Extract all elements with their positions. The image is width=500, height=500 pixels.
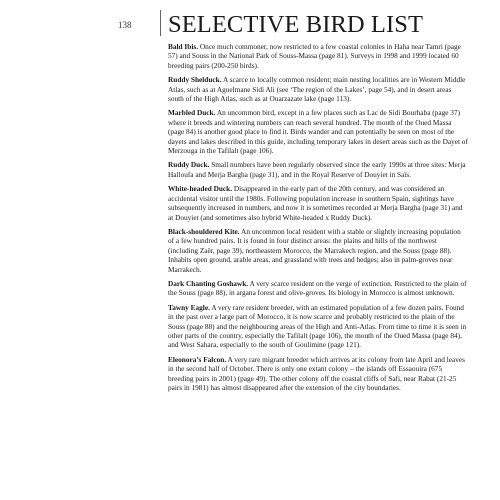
entry-ruddy-duck — [168, 160, 468, 179]
entry-name: Eleonora’s Falcon. — [168, 354, 227, 364]
entry-name: Ruddy Shelduck. — [168, 75, 222, 85]
entry-text: Disappeared in the early part of the 20th century, and was considered an accidental visitor until the 1980s. Following population increase in southern Spain, sightings have subsequently increased in numbers, and now it is sometimes recorded at Merja Bargha (page 31) and at Douyiet (and sometimes also hybrid White-headed x Ruddy Duck). — [168, 184, 463, 222]
entry-text: Small numbers have been regularly observed since the early 1990s at three sites: Merja Halloufa and Merja Bargha (page 31), and in the Royal Reserve of Douyiet in Saïs. — [168, 160, 466, 179]
entry-white-headed-duck — [168, 184, 468, 222]
entry-black-shouldered-kite — [168, 227, 468, 274]
entry-name: Black-shouldered Kite. — [168, 226, 240, 236]
entry-ruddy-shelduck — [168, 75, 468, 103]
entry-text: An uncommon local resident with a stable or slightly increasing population of a few hundred pairs. It is found in four distinct areas: the plains and hills of the northwest (including Zaër, page 39), northeastern Morocco, the Marrakech region, and the Souss (page 88). Inhabits open ground, arable areas, and grassland with trees and hedges; also in palm-groves near Marrakech. — [168, 226, 461, 274]
entry-name: Dark Chanting Goshawk. — [168, 278, 249, 288]
entry-text: An uncommon bird, except in a few places such as Lac de Sidi Bourhaba (page 37) where it breeds and wintering numbers can reach several hundred. The mouth of the Oued Massa (page 84) is another good place to find it. Birds wander and can potentially be seen on most of the dayets and lakes described in this guide, including temporary lakes in desert areas such as the Dayet of Merzouga in the Tafilalt (page 106). — [168, 108, 468, 156]
entry-name: Ruddy Duck. — [168, 160, 210, 170]
entry-tawny-eagle — [168, 303, 468, 350]
header-divider — [160, 10, 161, 36]
entry-text: A very rare migrant breeder which arrives at its colony from late April and leaves in the second half of October. There is only one extant colony – the islands off Essaouira (675 breeding pairs in 2001) (page 49). The other colony off the coastal cliffs of Safi, near Rabat (21-25 pairs in 1981) has almost disappeared after the extension of the city boundaries. — [168, 354, 465, 392]
page-content — [168, 12, 468, 397]
entry-text: Once much commoner, now restricted to a few coastal colonies in Haha near Tamri (page 57) and Souss in the National Park of Souss-Massa (page 81). Surveys in 1998 and 1999 located 60 breeding pairs (200-250 birds). — [168, 42, 461, 70]
entry-name: Bald Ibis. — [168, 42, 199, 51]
entry-eleonoras-falcon — [168, 355, 468, 393]
entry-dark-chanting-goshawk — [168, 279, 468, 298]
entry-name: Marbled Duck. — [168, 108, 216, 118]
page-title: SELECTIVE BIRD LIST — [168, 11, 424, 38]
entry-marbled-duck — [168, 108, 468, 155]
entry-name: White-headed Duck. — [168, 184, 233, 194]
entry-text: A very scarce resident on the verge of extinction. Restricted to the plain of the Souss (page 88), in argana forest and olive-groves. Its biology in Morocco is almost unknown. — [168, 278, 467, 298]
entry-text: A scarce to locally common resident; main nesting localities are in Western Middle Atlas, such as at Aguelmane Sidi Ali (see ‘The region of the Lakes’, page 54), and in desert areas south of the High Atlas, such as at Ouarzazate lake (page 113). — [168, 75, 466, 104]
page-number: 138 — [118, 20, 132, 30]
entry-text: A very rare resident breeder, with an estimated population of a few dozen pairs. Found in the past over a large part of Morocco, it is now scarce and probably restricted to the plain of the Souss (page 88) and the neighbouring areas of the High and Anti-Atlas. From time to time it is seen in other parts of the country, especially the Tafilalt (page 106), the mouth of the Oued Massa (page 84), and West Sahara, especially to the south of Goulimine (page 121). — [168, 302, 467, 350]
entry-bald-ibis — [168, 42, 468, 70]
entry-name: Tawny Eagle. — [168, 302, 210, 312]
